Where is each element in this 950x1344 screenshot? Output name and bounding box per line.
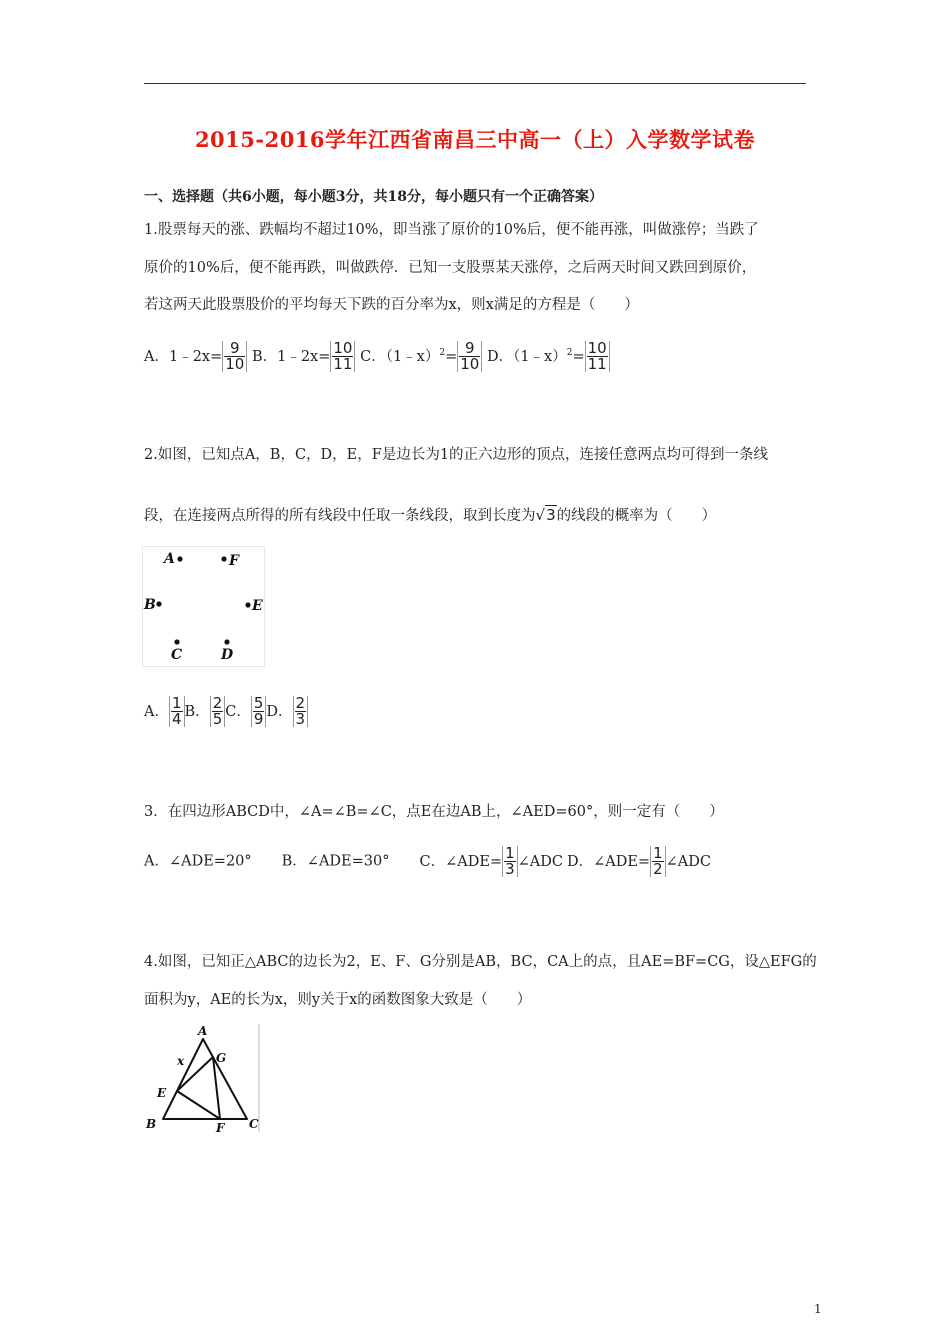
q1-option-a: A．1﹣2x= $\frac{9}{10}$ (144, 349, 247, 365)
q3-option-d: D．∠ADE= $\frac{1}{2}$ ∠ADC (566, 844, 711, 878)
point-f (221, 556, 226, 561)
label-e: E (252, 598, 263, 614)
point-a (177, 556, 182, 561)
triangle-abc (163, 1039, 247, 1119)
q2-line-2: 段，在连接两点所得的所有线段中任取一条线段，取到长度为√3的线段的概率为（ ） (144, 506, 717, 524)
label-b: B (146, 1117, 157, 1131)
point-d (224, 639, 229, 644)
point-e (245, 602, 250, 607)
label-c: C (171, 647, 183, 663)
label-x: x (177, 1054, 185, 1068)
page-title: 2015-2016学年江西省南昌三中高一（上）入学数学试卷 (194, 127, 756, 152)
label-f: F (216, 1121, 225, 1134)
q1-option-c: C．（1﹣x）$^2$= $\frac{9}{10}$ (360, 349, 482, 365)
header-rule (144, 83, 806, 84)
label-e: E (157, 1086, 167, 1100)
label-b: B (144, 597, 156, 613)
q4-line-1: 4.如图，已知正△ABC的边长为2，E、F、G分别是AB，BC，CA上的点，且AE=BF=CG，设△EFG的 (144, 954, 817, 970)
label-g: G (216, 1051, 227, 1065)
hexagon-points-figure (142, 546, 268, 668)
fraction: $\frac{9}{10}$ (222, 341, 247, 372)
q3-options (144, 846, 711, 877)
q1-option-b: B．1﹣2x= $\frac{10}{11}$ (252, 349, 356, 365)
fraction: $\frac{1}{4}$ (169, 696, 185, 727)
fraction: $\frac{9}{10}$ (457, 341, 482, 372)
q1-option-d: D．（1﹣x）$^2$= $\frac{10}{11}$ (487, 349, 610, 365)
q4-line-2: 面积为y，AE的长为x，则y关于x的函数图象大致是（ ） (144, 992, 532, 1008)
label-d: D (221, 647, 234, 663)
fraction: $\frac{5}{9}$ (251, 696, 267, 727)
label-a: A (198, 1024, 208, 1038)
q2-options (144, 696, 308, 727)
q1-options (144, 341, 610, 372)
fraction: $\frac{10}{11}$ (330, 341, 355, 372)
page-number: 1 (814, 1302, 822, 1316)
section-heading: 一、选择题（共6小题，每小题3分，共18分，每小题只有一个正确答案） (144, 189, 603, 205)
q2-line-1: 2.如图，已知点A，B，C，D，E，F是边长为1的正六边形的顶点，连接任意两点均可得到一条线 (144, 447, 769, 463)
fraction: $\frac{2}{3}$ (293, 696, 309, 727)
q1-line-3: 若这两天此股票股价的平均每天下跌的百分率为x，则x满足的方程是（ ） (144, 297, 639, 313)
label-f: F (229, 553, 239, 569)
q3-option-b: B．∠ADE=30° (281, 853, 390, 870)
q2-option-d: D． $\frac{2}{3}$ (266, 704, 308, 720)
fraction: $\frac{2}{5}$ (210, 696, 226, 727)
fraction: $\frac{10}{11}$ (585, 341, 610, 372)
point-c (174, 639, 179, 644)
q2-option-c: C． $\frac{5}{9}$ (225, 704, 266, 720)
q1-line-2: 原价的10%后，便不能再跌，叫做跌停．已知一支股票某天涨停，之后两天时间又跌回到原价， (144, 260, 757, 276)
fraction: $\frac{1}{2}$ (650, 846, 666, 877)
q3-option-c: C．∠ADE= $\frac{1}{3}$ ∠ADC (419, 844, 563, 878)
sqrt-expression: √3 (535, 506, 556, 524)
q3-line-1: 3．在四边形ABCD中，∠A=∠B=∠C，点E在边AB上，∠AED=60°，则一定有（ ） (144, 804, 724, 820)
q2-option-a: A． $\frac{1}{4}$ (144, 704, 185, 720)
fraction: $\frac{1}{3}$ (502, 846, 518, 877)
label-c: C (249, 1117, 259, 1131)
q1-line-1: 1.股票每天的涨、跌幅均不超过10%，即当涨了原价的10%后，便不能再涨，叫做涨停；当跌了 (144, 222, 759, 238)
triangle-figure (143, 1022, 265, 1134)
label-a: A (164, 551, 175, 567)
point-b (156, 601, 161, 606)
q3-option-a: A．∠ADE=20° (144, 853, 252, 870)
q2-option-b: B． $\frac{2}{5}$ (185, 704, 226, 720)
